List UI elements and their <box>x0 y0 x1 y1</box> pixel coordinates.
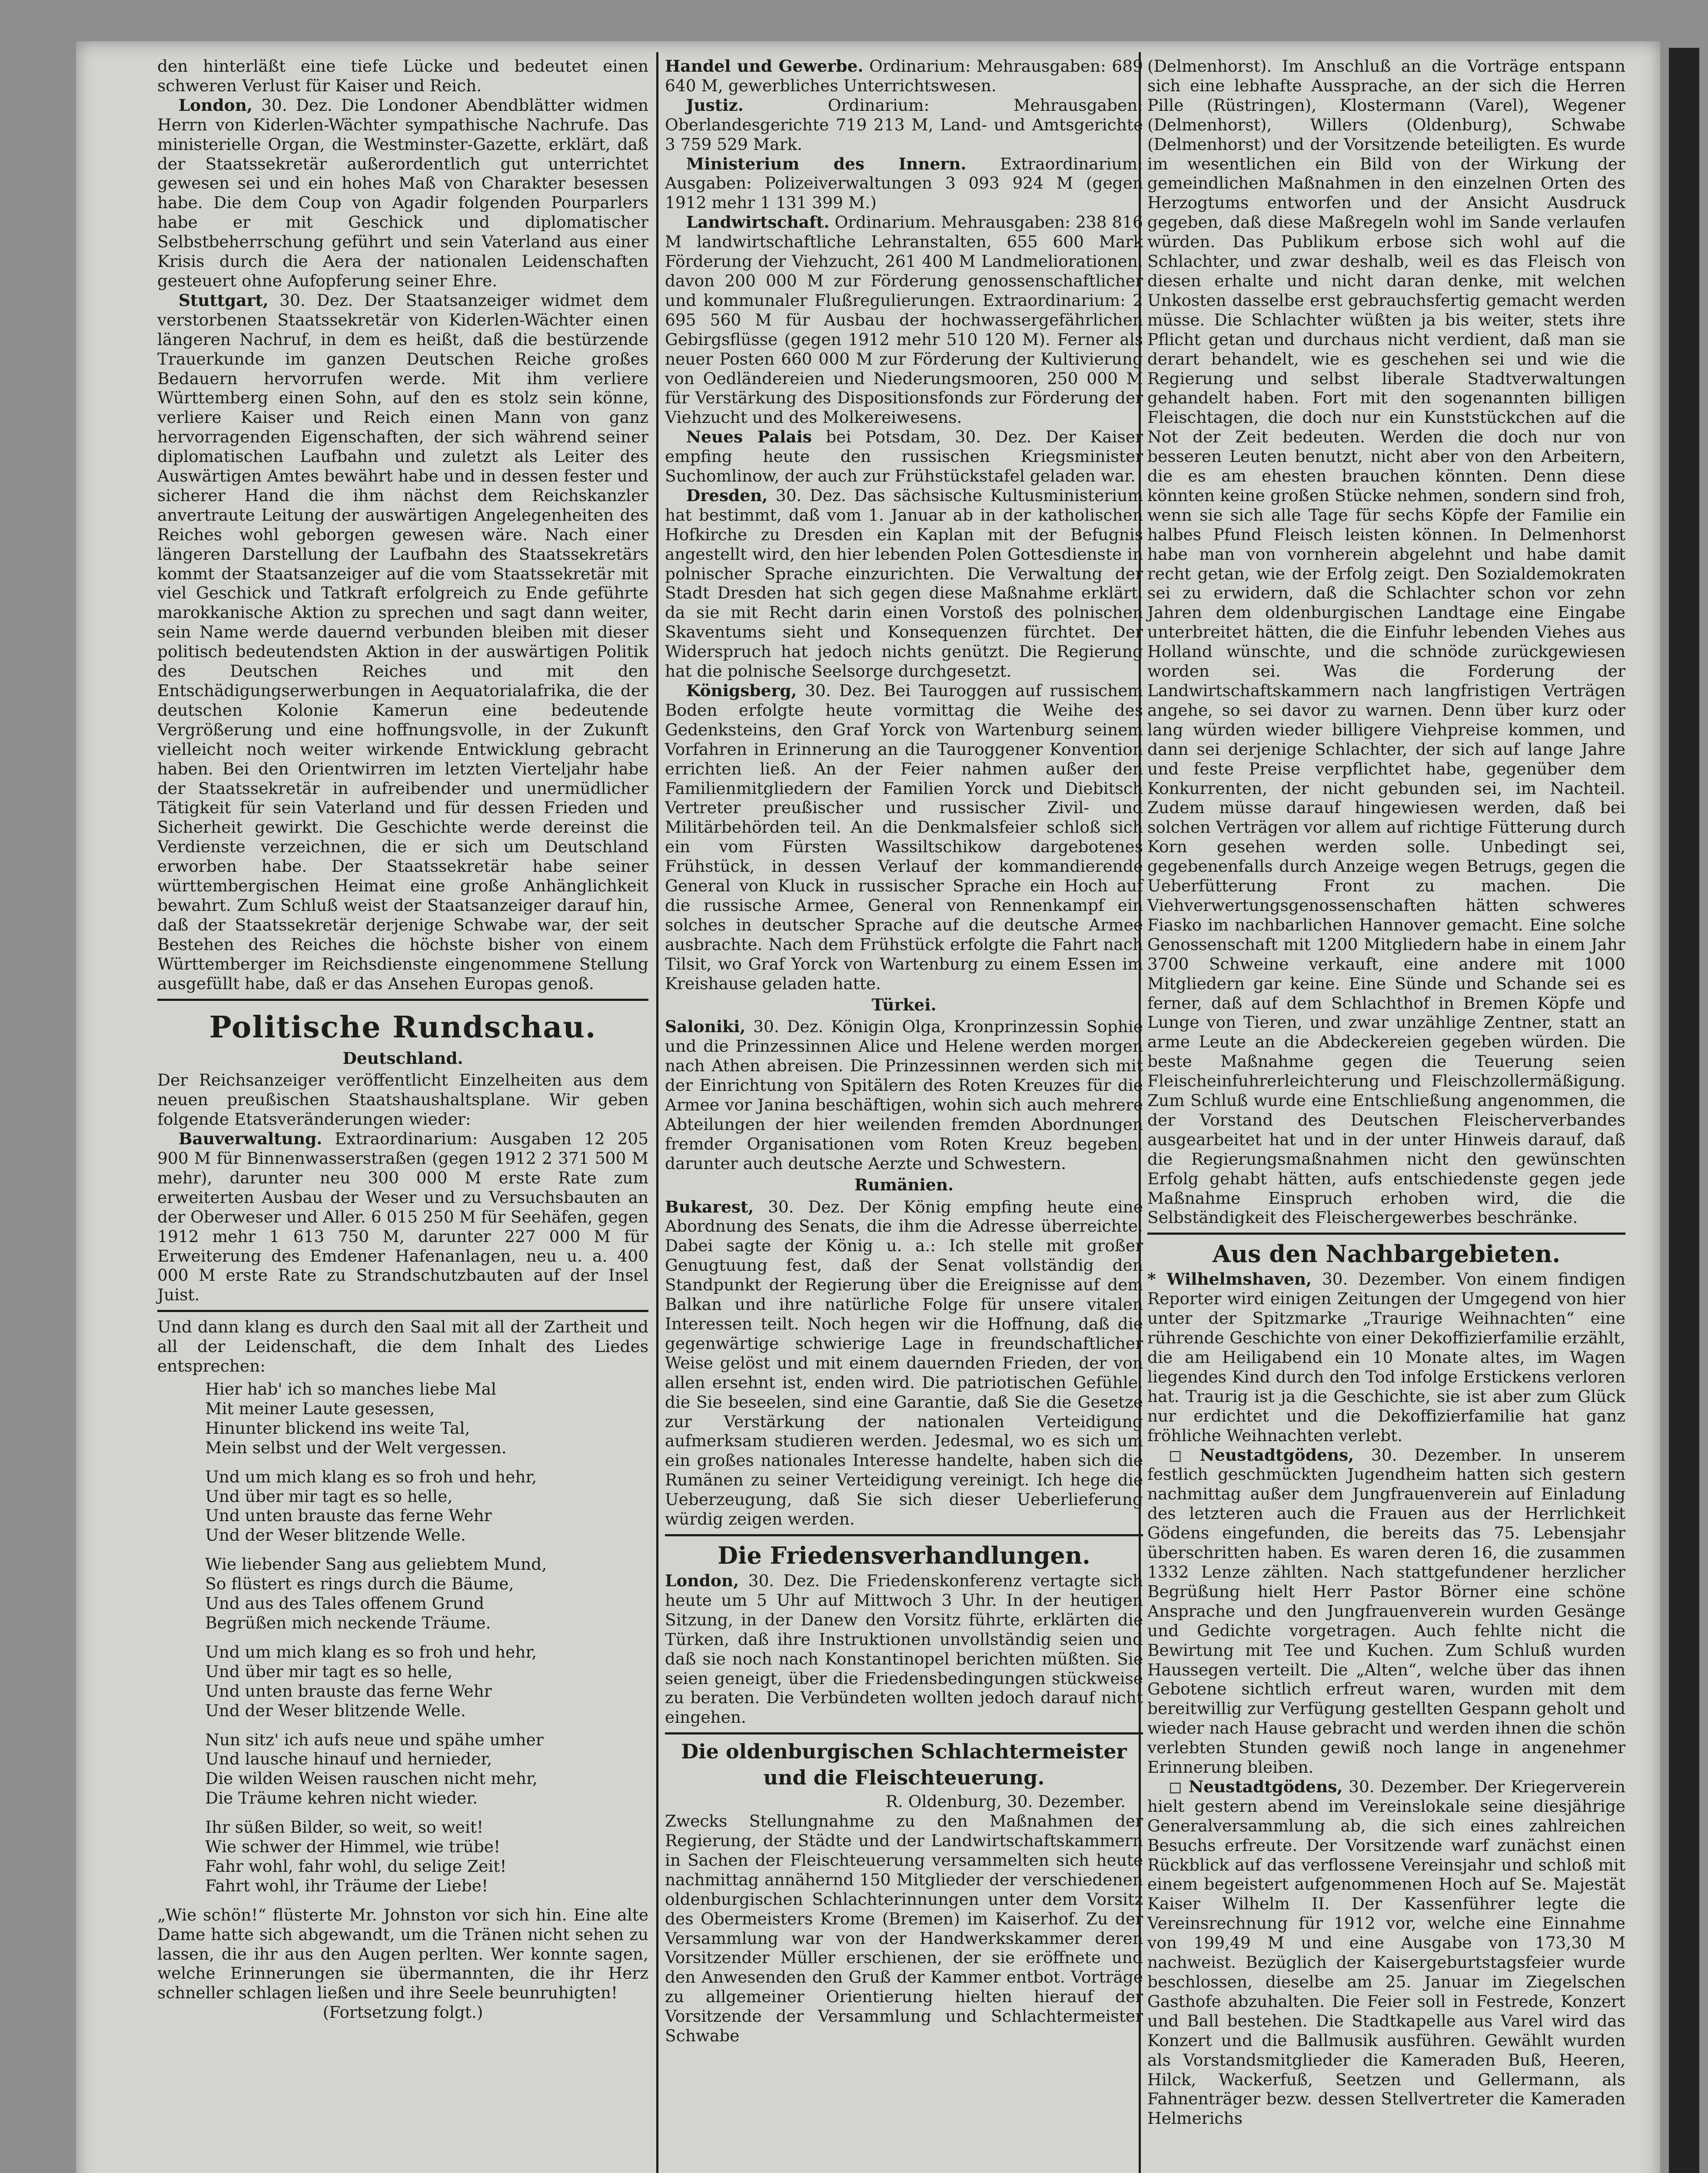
body-handel: Ordinarium: Mehrausgaben: 689 640 M, gewerbliches Unterrichtswesen. <box>665 56 1143 95</box>
dateline-koenigsberg: Königsberg, <box>686 681 797 700</box>
poem-line: Die Träume kehren nicht wieder. <box>205 1788 478 1808</box>
poem-line: Mein selbst und der Welt vergessen. <box>205 1438 507 1457</box>
column-1 <box>157 56 648 2022</box>
article-justiz <box>665 96 1143 154</box>
poem-line: Wie liebender Sang aus geliebtem Mund, <box>205 1555 547 1574</box>
heading-nachbargebiete: Aus den Nachbargebieten. <box>1212 1240 1561 1268</box>
poem-line: Begrüßen mich neckende Träume. <box>205 1613 491 1632</box>
body-landwirtschaft: Ordinarium. Mehrausgaben: 238 816 M landwirtschaftliche Lehranstalten, 655 600 Mark Förderung der Viehzucht, 261 400 M Landmeliorationen, davon 200 000 M zur Förderung genossenschaftlicher und kommunaler Flußregulierungen. Extraordinarium: 2 695 560 M für Ausbau der hochwassergefährlichen Gebirgsflüsse (gegen 1912 mehr 510 120 M). Ferner als neuer Posten 660 000 M zur Förderung der Kultivierung von Oedländereien und Niederungsmooren, 250 000 M für Verstärkung des Dispositionsfonds zur Förderung der Viehzucht und des Molkereiwesens. <box>665 213 1143 427</box>
section-rule <box>665 1732 1143 1734</box>
article-dresden <box>665 486 1143 681</box>
dateline-friedens-london: London, <box>665 1571 739 1590</box>
lead-landwirtschaft: Landwirtschaft. <box>686 213 830 232</box>
article-neues-palais <box>665 427 1143 486</box>
poem-line: Und über mir tagt es so helle, <box>205 1486 453 1506</box>
poem-line: Und aus des Tales offenem Grund <box>205 1594 484 1613</box>
body-innern: Extraordinarium: Ausgaben: Polizeiverwaltungen 3 093 924 M (gegen 1912 mehr 1 131 399 M.) <box>665 154 1143 213</box>
dateline-oldenburg: R. Oldenburg, 30. Dezember. <box>885 1792 1126 1811</box>
dateline-neustadtgoedens: ◻ Neustadtgödens, <box>1168 1777 1343 1796</box>
body-neustadtgoedens-2: 30. Dezember. Der Kriegerverein hielt gestern abend im Vereinslokale seine diesjährige Generalversammlung ab, die sich eines zahlreichen Besuchs erfreute. Der Vorsitzende warf zunächst einen Rückblick auf das verflossene Vereinsjahr und schloß mit einem begeistert aufgenommenen Hoch auf Se. Majestät Kaiser Wilhelm II. Der Kassenführer legte die Vereinsrechnung für 1912 vor, welche eine Einnahme von 199,49 M und eine Ausgabe von 173,30 M nachweist. Bezüglich der Kaisergeburtstagsfeier wurde beschlossen, dieselbe am 25. Januar im Ziegelschen Gasthofe abzuhalten. Die Feier soll in Festrede, Konzert und Ball bestehen. Die Stadtkapelle aus Varel wird das Konzert und die Ballmusik ausführen. Gewählt wurden als Vorstandsmitglieder die Kameraden Buß, Heeren, Hilck, Wackerfuß, Seetzen und Gellermann, als Fahnenträger bezw. dessen Stellvertreter die Kameraden Helmerichs <box>1147 1777 1625 2128</box>
article-koenigsberg <box>665 681 1143 993</box>
column-3 <box>1147 56 1625 2128</box>
poem-line: Wie schwer der Himmel, wie trübe! <box>205 1837 501 1857</box>
body-london: 30. Dez. Die Londoner Abendblätter widmen Herrn von Kiderlen-Wächter sympathische Nachrufe. Das ministerielle Organ, die Westminster-Gazette, erklärt, daß der Staatssekretär außerordentlich gut unterrichtet gewesen sei und ein hohes Maß von Charakter besessen habe. Die dem Coup von Agadir folgenden Pourparlers habe er mit Geschick und diplomatischer Selbstbeherrschung geführt und sein Vaterland aus einer Krisis durch die Aera der nationalen Leidenschaften gesteuert ohne Aufopferung seiner Ehre. <box>157 95 648 290</box>
poem-line: Und unten brauste das ferne Wehr <box>205 1506 492 1525</box>
poem-line: Mit meiner Laute gesessen, <box>205 1399 435 1418</box>
poem-line: Fahrt wohl, ihr Träume der Liebe! <box>205 1876 488 1895</box>
article-stuttgart <box>157 291 648 993</box>
section-rule <box>1147 1233 1625 1235</box>
body-saloniki: 30. Dez. Königin Olga, Kronprinzessin Sophie und die Prinzessinnen Alice und Helene werden morgen nach Athen abreisen. Die Prinzessinnen werden sich mit der Einrichtung von Spitälern des Roten Kreuzes für die Armee vor Janina beschäftigen, wohin sich auch mehrere Abteilungen der hier weilenden fremden Abordnungen fremder Organisationen vom Roten Kreuz begeben, darunter auch deutsche Aerzte und Schwestern. <box>665 1017 1143 1173</box>
heading-friedensverhandlungen: Die Friedensverhandlungen. <box>718 1541 1090 1569</box>
subheading-rumaenien: Rumänien. <box>854 1175 954 1194</box>
lead-justiz: Justiz. <box>686 95 744 115</box>
poem-line: Und über mir tagt es so helle, <box>205 1661 453 1681</box>
article-saloniki <box>665 1017 1143 1173</box>
poem-line: Nun sitz' ich aufs neue und spähe umher <box>205 1730 544 1749</box>
dateline-wilhelmshaven: * Wilhelmshaven, <box>1147 1269 1312 1289</box>
article-schlachtermeister-continued: (Delmenhorst). Im Anschluß an die Vorträge entspann sich eine lebhafte Aussprache, an der sich die Herren Pille (Rüstringen), Klostermann (Varel), Wegener (Delmenhorst), Willers (Oldenburg), Schwabe (Delmenhorst) und der Vorsitzende beteiligten. Es wurde im wesentlichen ein Bild von der Wirkung der gemeindlichen Maßnahmen in den einzelnen Orten des Herzogtums entworfen und der Ansicht Ausdruck gegeben, daß diese Maßregeln wohl im Sande verlaufen würden. Das Publikum erbose sich wohl auf die Schlachter, und zwar deshalb, weil es das Fleisch von diesen erhalte und nicht daran denke, mit welchen Unkosten dasselbe erst gebrauchsfertig gemacht werden müsse. Die Schlachter wüßten ja bis weiter, stets ihre Pflicht getan und durchaus nicht verdient, daß man sie derart behandelt, wie es geschehen sei und wie die Regierung und selbst liberale Stadtverwaltungen gehandelt haben. Fort mit den sogenannten billigen Fleischtagen, die doch nur ein Kunststückchen auf die Not der Zeit bedeuten. Werden die doch nur von besseren Leuten benutzt, nicht aber von den Arbeitern, die es am ehesten brauchen könnten. Denn diese könnten keine großen Stücke nehmen, sondern sind froh, wenn sie sich alle Tage für sechs Köpfe der Familie ein halbes Pfund Fleisch leisten können. In Delmenhorst habe man von vornherein abgelehnt und habe damit recht getan, wie der Erfolg zeigt. Den Sozialdemokraten sei zu erwidern, daß die Schlachter schon vor zehn Jahren dem oldenburgischen Landtage eine Eingabe unterbreitet hätten, die die Einfuhr lebenden Viehes aus Holland wünschte, und die schnöde zurückgewiesen worden sei. Was die Forderung der Landwirtschaftskammern nach langfristigen Verträgen angehe, so sei davor zu warnen. Denn über kurz oder lang würden wieder billigere Viehpreise kommen, und dann sei derjenige Schlachter, der sich auf lange Jahre und feste Preise verpflichtet habe, gegenüber dem Konkurrenten, der nicht gebunden sei, im Nachteil. Zudem müsse darauf hingewiesen werden, daß bei solchen Verträgen vor allem auf richtige Fütterung durch Korn gesehen werden solle. Unbedingt sei, gegebenenfalls durch Anzeige wegen Betrugs, gegen die Ueberfütterung Front zu machen. Die Viehverwertungsgenossenschaften hätten schweres Fiasko im nachbarlichen Hannover gemacht. Eine solche Genossenschaft mit 1200 Mitgliedern habe in einem Jahr 3700 Schweine verkauft, eine andere mit 1000 Mitgliedern gar keine. Eine Sünde und Schande sei es ferner, daß auf dem Schlachthof in Bremen Köpfe und Lunge von Tieren, und zwar unzählige Zentner, statt an arme Leute an die Abdeckereien gegeben würden. Die beste Maßnahme gegen die Teuerung seien Fleischeinfuhrerleichterung und Fleischzollermäßigung. Zum Schluß wurde eine Entschließung angenommen, die der Vorstand des Deutschen Fleischerverbandes ausgearbeitet hat und in der unter Hinweis darauf, daß die Regierungsmaßnahmen nicht den gewünschten Erfolg gehabt hätten, aufs entschiedenste gegen jede Maßnahme Einspruch erhoben wird, die die Selbständigkeit des Fleischergewerbes beschränke. <box>1147 56 1625 1227</box>
poem-stanza <box>205 1730 648 1808</box>
poem-line: Die wilden Weisen rauschen nicht mehr, <box>205 1769 538 1788</box>
poem <box>205 1379 648 1896</box>
poem-stanza <box>205 1817 648 1896</box>
poem-stanza <box>205 1467 648 1545</box>
continuation-note: (Fortsetzung folgt.) <box>322 2003 483 2022</box>
article-bauverwaltung <box>157 1129 648 1305</box>
poem-line: Hinunter blickend ins weite Tal, <box>205 1418 470 1438</box>
poem-stanza <box>205 1555 648 1633</box>
poem-line: Fahr wohl, fahr wohl, du selige Zeit! <box>205 1856 507 1876</box>
section-rule <box>665 1534 1143 1536</box>
dateline-dresden: Dresden, <box>686 485 768 505</box>
article-landwirtschaft <box>665 213 1143 427</box>
subheading-deutschland: Deutschland. <box>342 1048 463 1068</box>
heading-politische-rundschau: Politische Rundschau. <box>209 1010 597 1045</box>
heading-fleischteuerung: und die Fleischteuerung. <box>763 1766 1045 1790</box>
article-schlachtermeister: Zwecks Stellungnahme zu den Maßnahmen der Regierung, der Städte und der Landwirtschaftskammern in Sachen der Fleischteuerung versammelten sich heute nachmittag annähernd 150 Mitglieder der verschiedenen oldenburgischen Schlachterinnungen unter dem Vorsitz des Obermeisters Krome (Bremen) im Kaiserhof. Zu der Versammlung war von der Handwerkskammer deren Vorsitzender Müller erschienen, der sie eröffnete und den Anwesenden den Gruß der Kammer entbot. Vorträge zu allgemeiner Orientierung hielten hierauf der Vorsitzende der Versammlung und Schlachtermeister Schwabe <box>665 1811 1143 2046</box>
dateline-neues-palais: Neues Palais <box>686 427 812 447</box>
dateline-neustadtgoedens: ◻ Neustadtgödens, <box>1168 1445 1354 1465</box>
poem-line: Und um mich klang es so froh und hehr, <box>205 1467 537 1486</box>
article-friedens-london <box>665 1571 1143 1727</box>
section-rule <box>157 999 648 1001</box>
body-stuttgart: 30. Dez. Der Staatsanzeiger widmet dem verstorbenen Staatssekretär von Kiderlen-Wächter einen längeren Nachruf, in dem es heißt, daß die bestürzende Trauerkunde im ganzen Deutschen Reiche großes Bedauern hervorrufen werde. Mit ihm verliere Württemberg einen Sohn, auf den es stolz sein könne, verliere Kaiser und Reich einen Mann von ganz hervorragenden Eigenschaften, der sich während seiner diplomatischen Laufbahn und zuletzt als Leiter des Auswärtigen Amtes bewährt habe und in dessen fester und sicherer Hand die ihm nächst dem Reichskanzler anvertraute Leitung der auswärtigen Angelegenheiten des Reiches wohl geborgen gewesen wäre. Nach einer längeren Darstellung der Laufbahn des Staatssekretärs kommt der Staatsanzeiger auf die vom Staatssekretär mit viel Geschick und Tatkraft erfolgreich zu Ende geführte marokkanische Aktion zu sprechen und sagt dann weiter, sein Name werde dauernd verbunden bleiben mit dieser politisch bedeutendsten Aktion in der auswärtigen Politik des Deutschen Reiches und mit den Entschädigungserwerbungen in Aequatorialafrika, die der deutschen Kolonie Kamerun eine bedeutende Vergrößerung und eine hoffnungsvolle, in der Zukunft vielleicht noch weiter wirkende Entwicklung gebracht haben. Bei den Orientwirren im letzten Vierteljahr habe der Staatssekretär in aufreibender und unermüdlicher Tätigkeit für sein Vaterland und für dessen Frieden und Sicherheit gewirkt. Die Geschichte werde dereinst die Verdienste verzeichnen, die er sich um Deutschland erworben habe. Der Staatssekretär habe seiner württembergischen Heimat eine große Anhänglichkeit bewahrt. Zum Schluß weist der Staatsanzeiger darauf hin, daß der Staatssekretär derjenige Schwabe war, der seit Bestehen des Reiches die höchste bisher von einem Württemberger im Reichsdienste eingenommene Stellung ausgefüllt habe, daß er das Ansehen Europas genoß. <box>157 290 648 993</box>
poem-line: Und unten brauste das ferne Wehr <box>205 1681 492 1701</box>
body-neustadtgoedens-1: 30. Dezember. In unserem festlich geschmückten Jugendheim hatten sich gestern nachmittag außer dem Jungfrauenverein auf Einladung des letzteren auch die Frauen aus der Herrlichkeit Gödens eingefunden, die bereits das 75. Lebensjahr überschritten haben. Es waren deren 16, die zusammen 1332 Lenze zählten. Nach stattgefundener herzlicher Begrüßung hielt Herr Pastor Börner eine schöne Ansprache und den Jungfrauenverein wurden Gesänge und Gedichte vorgetragen. Auch fehlte nicht die Bewirtung mit Tee und Kuchen. Zum Schluß wurden Haussegen verteilt. Die „Alten“, welche über das ihnen Gebotene sichtlich erfreut waren, wurden mit dem bereitwillig zur Verfügung gestellten Gespann geholt und wieder nach Hause gebracht und werden ihnen die schön verlebten Stunden gewiß noch lange in angenehmer Erinnerung bleiben. <box>1147 1445 1625 1777</box>
dateline-stuttgart: Stuttgart, <box>178 290 269 310</box>
poem-stanza <box>205 1642 648 1721</box>
article-london <box>157 96 648 291</box>
poem-line: Und lausche hinauf und hernieder, <box>205 1749 492 1769</box>
body-dresden: 30. Dez. Das sächsische Kultusministerium hat bestimmt, daß vom 1. Januar ab in der katholischen Hofkirche zu Dresden ein Kaplan mit der Befugnis angestellt wird, den hier lebenden Polen Gottesdienste in polnischer Sprache einzurichten. Die Verwaltung der Stadt Dresden hat sich gegen diese Maßnahme erklärt, da sie mit Recht darin einen Vorstoß des polnischen Skaventums sieht und Konsequenzen fürchtet. Der Widerspruch hat jedoch nichts genützt. Die Regierung hat die polnische Seelsorge durchgesetzt. <box>665 485 1143 681</box>
article-innern <box>665 154 1143 213</box>
lead-bauverwaltung: Bauverwaltung. <box>178 1129 322 1149</box>
body-bukarest: 30. Dez. Der König empfing heute eine Abordnung des Senats, die ihm die Adresse überreichte. Dabei sagte der König u. a.: Ich stelle mit großer Genugtuung fest, daß der Senat vollständig den Standpunkt der Regierung über die Ereignisse auf dem Balkan und ihre natürliche Folge für unsere vitalen Interessen teilt. Noch hegen wir die Hoffnung, daß die gegenwärtige schwierige Lage in freundschaftlicher Weise gelöst und mit einem dauernden Frieden, der von allen ersehnt ist, enden wird. Die patriotischen Gefühle, die Sie beseelen, sind eine Garantie, daß Sie die Gesetze zur Verstärkung der nationalen Verteidigung aufmerksam studieren werden. Jedesmal, wo es sich um ein großes nationales Interesse handelte, haben sich die Rumänen zu seiner Verteidigung vereinigt. Ich hege die Ueberzeugung, daß Sie sich dieser Ueberlieferung würdig zeigen werden. <box>665 1197 1143 1529</box>
poem-stanza <box>205 1379 648 1458</box>
column-rule-1 <box>656 52 658 2173</box>
section-rule <box>157 1310 648 1312</box>
article-bukarest <box>665 1197 1143 1529</box>
poem-line: Hier hab' ich so manches liebe Mal <box>205 1379 496 1399</box>
heading-schlachtermeister: Die oldenburgischen Schlachtermeister <box>681 1740 1127 1764</box>
article-neustadtgoedens-2 <box>1147 1777 1625 2128</box>
novel-paragraph: „Wie schön!“ flüsterte Mr. Johnston vor sich hin. Eine alte Dame hatte sich abgewandt, um die Tränen nicht sehen zu lassen, die ihr aus den Augen perlten. Wer konnte sagen, welche Erinnerungen sie übermannten, die ihr Herz schneller schlagen ließen und ihre Seele beunruhigten! <box>157 1905 648 2003</box>
article-continuation: den hinterläßt eine tiefe Lücke und bedeutet einen schweren Verlust für Kaiser und Reich. <box>157 56 648 95</box>
poem-line: Und der Weser blitzende Welle. <box>205 1525 466 1545</box>
article-handel <box>665 56 1143 96</box>
body-friedens-london: 30. Dez. Die Friedenskonferenz vertagte sich heute um 5 Uhr auf Mittwoch 3 Uhr. In der heutigen Sitzung, in der Danew den Vorsitz führte, erklärten die Türken, daß ihre Instruktionen unvollständig seien und daß sie noch nach Konstantinopel berichten müßten. Sie seien geneigt, über die Friedensbedingungen stückweise zu beraten. Die Verbündeten wollten jedoch darauf nicht eingehen. <box>665 1571 1143 1727</box>
subheading-tuerkei: Türkei. <box>871 995 937 1014</box>
article-wilhelmshaven <box>1147 1269 1625 1445</box>
body-wilhelmshaven: 30. Dezember. Von einem findigen Reporter wird einigen Zeitungen der Umgegend von hier unter der Spitzmarke „Traurige Weihnachten“ eine rührende Geschichte von einer Dekoffizierfamilie erzählt, die am Heiligabend ein 10 Monate altes, im Wagen liegendes Kind durch den Tod infolge Erstickens verloren hat. Traurig ist ja die Geschichte, sie ist aber zum Glück nur erdichtet und die Dekoffizierfamilie hat ganz fröhliche Weihnachten verlebt. <box>1147 1269 1625 1445</box>
article-neustadtgoedens-1 <box>1147 1445 1625 1777</box>
article-reichsanzeiger: Der Reichsanzeiger veröffentlicht Einzelheiten aus dem neuen preußischen Staatshaushaltsplane. Wir geben folgende Etatsveränderungen wieder: <box>157 1070 648 1129</box>
body-koenigsberg: 30. Dez. Bei Tauroggen auf russischem Boden erfolgte heute vormittag die Weihe des Gedenksteins, den Graf Yorck von Wartenburg seinem Vorfahren in Erinnerung an die Tauroggener Konvention errichten ließ. An der Feier nahmen außer den Familienmitgliedern der Familien Yorck und Diebitsch Vertreter preußischer und russischer Zivil- und Militärbehörden teil. An die Denkmalsfeier schloß sich ein vom Fürsten Wassiltschikow dargebotenes Frühstück, in dessen Verlauf der kommandierende General von Kluck in russischer Sprache ein Hoch auf die russische Armee, General von Rennenkampf ein solches in deutscher Sprache auf die deutsche Armee ausbrachte. Nach dem Frühstück erfolgte die Fahrt nach Tilsit, wo Graf Yorck von Wartenburg zu einem Essen im Kreishause geladen hatte. <box>665 681 1143 993</box>
poem-line: Ihr süßen Bilder, so weit, so weit! <box>205 1817 484 1837</box>
poem-line: Und der Weser blitzende Welle. <box>205 1701 466 1720</box>
lead-handel: Handel und Gewerbe. <box>665 56 864 76</box>
page-edge-shadow <box>1669 48 1699 2173</box>
dateline-bukarest: Bukarest, <box>665 1197 754 1216</box>
body-justiz: Ordinarium: Mehrausgaben: Oberlandesgerichte 719 213 M, Land- und Amtsgerichte 3 759 529 Mark. <box>665 95 1143 154</box>
novel-paragraph: Und dann klang es durch den Saal mit all der Zartheit und all der Leidenschaft, die dem Inhalt des Liedes entsprechen: <box>157 1317 648 1376</box>
body-neues-palais: bei Potsdam, 30. Dez. Der Kaiser empfing heute den russischen Kriegsminister Suchomlinow, der auch zur Frühstückstafel geladen war. <box>665 427 1143 486</box>
poem-line: So flüstert es rings durch die Bäume, <box>205 1574 514 1594</box>
column-2 <box>665 56 1143 2046</box>
body-bauverwaltung: Extraordinarium: Ausgaben 12 205 900 M für Binnenwasserstraßen (gegen 1912 2 371 500 M mehr), darunter neu 300 000 M erste Rate zum erweiterten Ausbau der Weser und zu Versuchsbauten an der Oberweser und Aller. 6 015 250 M für Seehäfen, gegen 1912 mehr 1 613 750 M, darunter 227 000 M für Erweiterung des Emdener Hafenanlagen, neu u. a. 400 000 M erste Rate zu Strandschutzbauten auf der Insel Juist. <box>157 1129 648 1305</box>
lead-innern: Ministerium des Innern. <box>686 154 967 173</box>
dateline-saloniki: Saloniki, <box>665 1017 746 1037</box>
poem-line: Und um mich klang es so froh und hehr, <box>205 1642 537 1661</box>
dateline-london: London, <box>178 95 253 115</box>
